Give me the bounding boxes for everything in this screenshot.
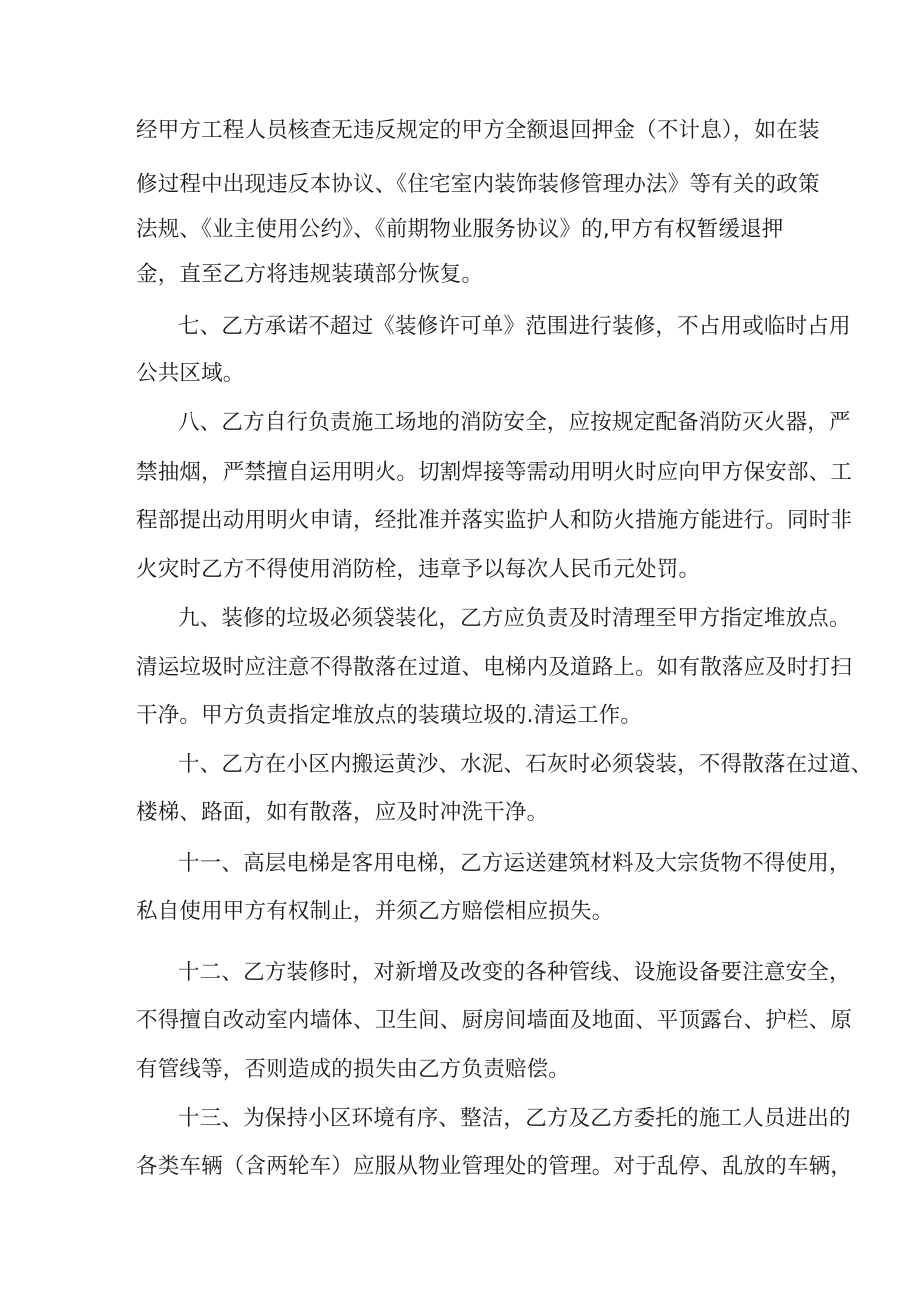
- text-line: 不得擅自改动室内墙体、卫生间、厨房间墙面及地面、平顶露台、护栏、原: [136, 1008, 853, 1033]
- text-line: 九、装修的垃圾必须袋装化，乙方应负责及时清理至甲方指定堆放点。: [178, 606, 851, 631]
- text-line: 禁抽烟，严禁擅自运用明火。切割焊接等需动用明火时应向甲方保安部、工: [136, 460, 853, 485]
- text-line: 七、乙方承诺不超过《装修许可单》范围进行装修，不占用或临时占用: [178, 314, 851, 339]
- text-line: 经甲方工程人员核查无违反规定的甲方全额退回押金（不计息），如在装: [136, 118, 820, 143]
- text-line: 公共区域。: [136, 361, 245, 386]
- text-line: 各类车辆（含两轮车）应服从物业管理处的管理。对于乱停、乱放的车辆，: [136, 1154, 853, 1179]
- text-line: 有管线等，否则造成的损失由乙方负责赔偿。: [136, 1057, 571, 1082]
- text-line: 火灾时乙方不得使用消防栓，违章予以每次人民币元处罚。: [136, 557, 701, 582]
- text-line: 金，直至乙方将违规装璜部分恢复。: [136, 262, 484, 287]
- text-line: 十三、为保持小区环境有序、整洁，乙方及乙方委托的施工人员进出的: [178, 1106, 851, 1131]
- text-line: 十一、高层电梯是客用电梯，乙方运送建筑材料及大宗货物不得使用，: [178, 851, 851, 876]
- text-line: 楼梯、路面，如有散落，应及时冲洗干净。: [136, 800, 549, 825]
- text-line: 清运垃圾时应注意不得散落在过道、电梯内及道路上。如有散落应及时打扫: [136, 655, 853, 680]
- text-line: 修过程中出现违反本协议、《住宅室内装饰装修管理办法》等有关的政策: [136, 172, 820, 197]
- text-line: 十、乙方在小区内搬运黄沙、水泥、石灰时必须袋装，不得散落在过道、: [178, 752, 873, 777]
- text-line: 八、乙方自行负责施工场地的消防安全，应按规定配备消防灭火器，严: [178, 410, 851, 435]
- text-line: 十二、乙方装修时，对新增及改变的各种管线、设施设备要注意安全，: [178, 960, 851, 985]
- text-line: 法规、《业主使用公约》、《前期物业服务协议》的,甲方有权暂缓退押: [136, 217, 784, 242]
- text-line: 私自使用甲方有权制止，并须乙方赔偿相应损失。: [136, 899, 614, 924]
- text-line: 干净。甲方负责指定堆放点的装璜垃圾的.清运工作。: [136, 703, 643, 728]
- text-line: 程部提出动用明火申请，经批准并落实监护人和防火措施方能进行。同时非: [136, 508, 853, 533]
